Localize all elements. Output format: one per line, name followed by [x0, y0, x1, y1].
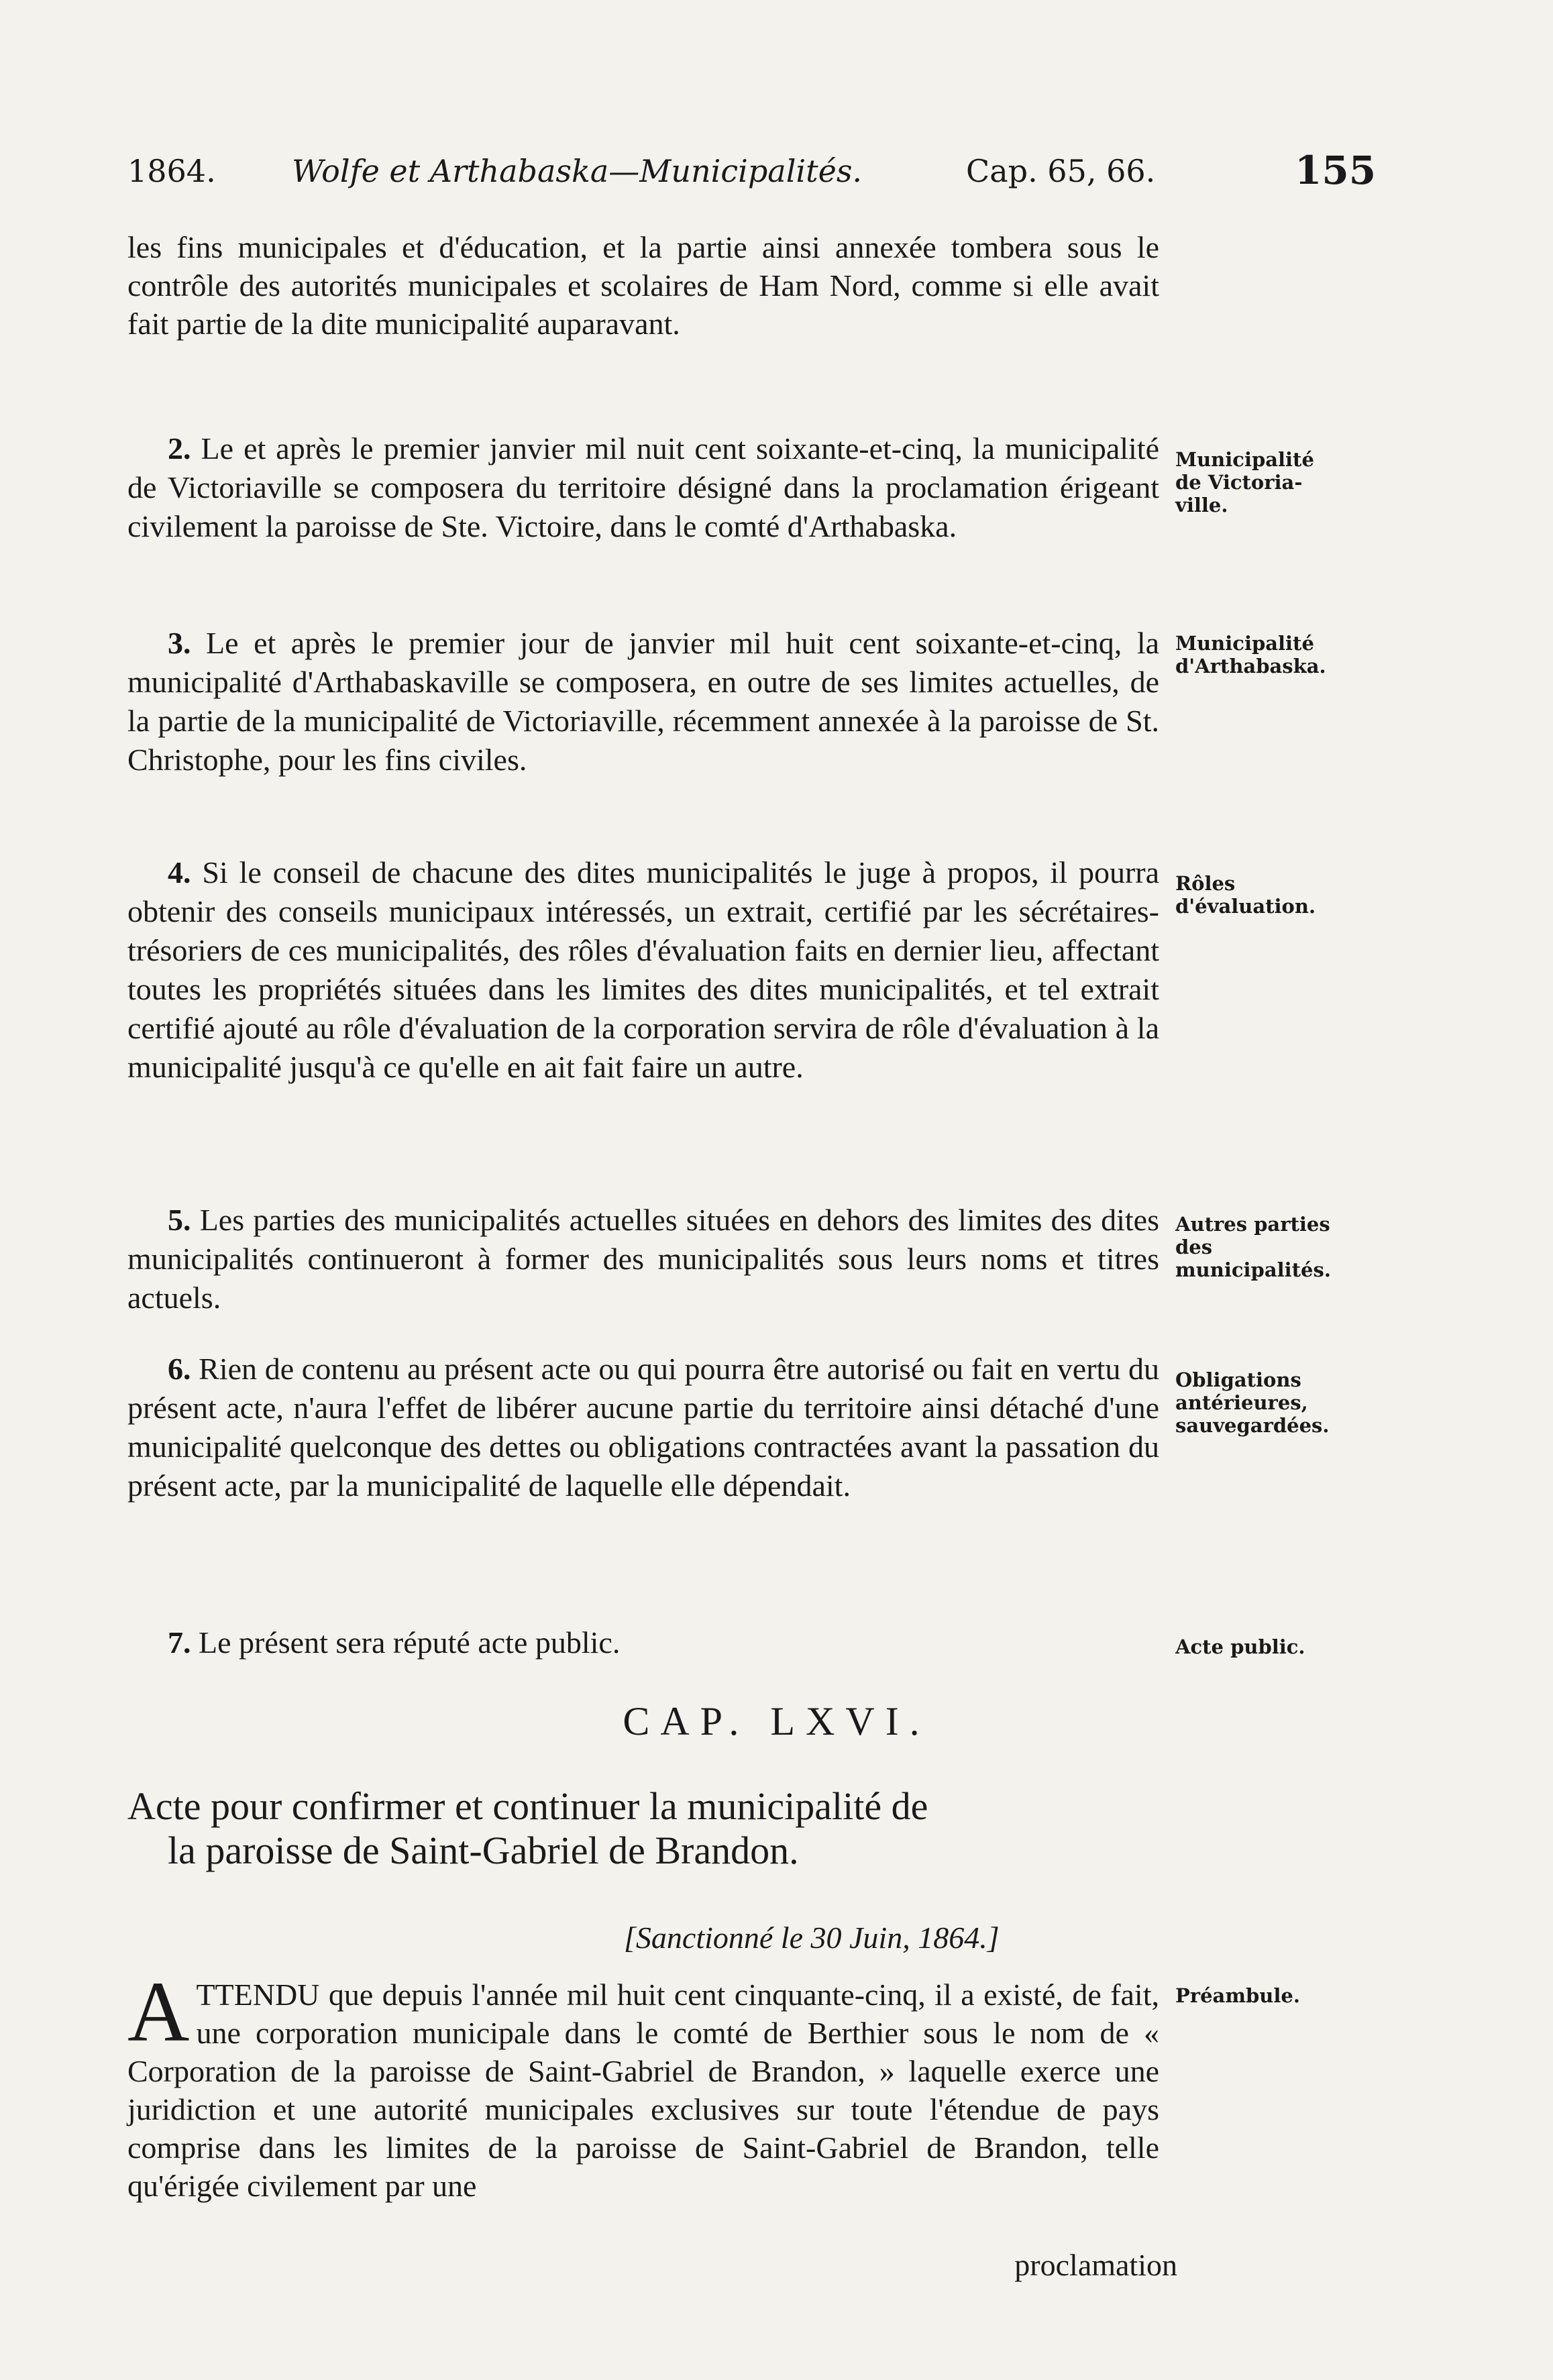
- margin-note-6: Obligations antérieures, sauvegardées.: [1175, 1368, 1330, 1437]
- intro-text: les fins municipales et d'éducation, et la partie ainsi annexée tombera sous le contrôle des autorités municipales et scolaires de Ham Nord, comme si elle avait fait partie de la dite municipalité auparavant.: [127, 230, 1159, 341]
- section-number: 7.: [168, 1625, 191, 1660]
- preamble: [127, 1964, 1159, 2205]
- section-4: [127, 853, 1159, 1087]
- section-5: [127, 1201, 1159, 1317]
- header-chapter: Cap. 65, 66.: [966, 153, 1156, 189]
- section-number: 4.: [168, 855, 191, 889]
- act-title: [127, 1784, 1159, 1873]
- drop-cap: A: [127, 1964, 190, 2059]
- margin-note-3: Municipalité d'Arthabaska.: [1175, 632, 1326, 678]
- header-title: Wolfe et Arthabaska—Municipalités.: [292, 153, 863, 189]
- section-text: Le et après le premier janvier mil nuit cent soixante-et-cinq, la municipalité de Victoriaville se composera du territoire désigné dans la proclamation érigeant civilement la paroisse de Ste. Victoire, dans le comté d'Arthabaska.: [127, 431, 1159, 543]
- preamble-text: TTENDU que depuis l'année mil huit cent cinquante-cinq, il a existé, de fait, une corporation municipale dans le comté de Berthier sous le nom de « Corporation de la paroisse de Saint-Gabriel de Brandon, » laquelle exerce une juridiction et une autorité municipales exclusives sur toute l'étendue de pays comprise dans les limites de la paroisse de Saint-Gabriel de Brandon, telle qu'érigée civilement par une: [127, 1978, 1159, 2203]
- section-number: 3.: [168, 626, 191, 660]
- section-6: [127, 1350, 1159, 1505]
- section-number: 2.: [168, 431, 191, 466]
- section-text: Si le conseil de chacune des dites municipalités le juge à propos, il pourra obtenir des conseils municipaux intéressés, un extrait, certifié par les sécrétaires-trésoriers de ces municipalités, des rôles d'évaluation faits en dernier lieu, affectant toutes les propriétés situées dans les limites des dites municipalités, et tel extrait certifié ajouté au rôle d'évaluation de la corporation servira de rôle d'évaluation à la municipalité jusqu'à ce qu'elle en ait fait faire un autre.: [127, 855, 1159, 1084]
- margin-note-7: Acte public.: [1175, 1635, 1305, 1658]
- page-number: 155: [1295, 148, 1377, 193]
- margin-note-preamble: Préambule.: [1175, 1984, 1300, 2007]
- section-text: Les parties des municipalités actuelles situées en dehors des limites des dites municipalités continueront à former des municipalités sous leurs noms et titres actuels.: [127, 1203, 1159, 1315]
- section-number: 6.: [168, 1352, 191, 1386]
- section-text: Rien de contenu au présent acte ou qui pourra être autorisé ou fait en vertu du présent acte, n'aura l'effet de libérer aucune partie du territoire ainsi détaché d'une municipalité quelconque des dettes ou obligations contractées avant la passation du présent acte, par la municipalité de laquelle elle dépendait.: [127, 1352, 1159, 1503]
- sanction-date: [624, 1920, 1000, 1955]
- header-year: 1864.: [127, 153, 216, 189]
- section-2: [127, 429, 1159, 546]
- section-3: [127, 624, 1159, 779]
- running-header: [127, 148, 1377, 200]
- section-text: Le et après le premier jour de janvier mil huit cent soixante-et-cinq, la municipalité d'Arthabaskaville se composera, en outre de ses limites actuelles, de la partie de la municipalité de Victoriaville, récemment annexée à la paroisse de St. Christophe, pour les fins civiles.: [127, 626, 1160, 777]
- section-text: Le présent sera réputé acte public.: [199, 1625, 621, 1660]
- sanction-text: [Sanctionné le 30 Juin, 1864.]: [624, 1921, 1000, 1955]
- section-7: [127, 1623, 1159, 1662]
- margin-note-2: Municipalité de Victoria-ville.: [1175, 448, 1314, 517]
- chapter-heading: CAP. LXVI.: [623, 1699, 930, 1743]
- margin-note-5: Autres parties des municipalités.: [1175, 1213, 1331, 1281]
- act-title-line-2: la paroisse de Saint-Gabriel de Brandon.: [168, 1829, 799, 1872]
- margin-note-4: Rôles d'évaluation.: [1175, 872, 1316, 918]
- catchword: proclamation: [1014, 2248, 1177, 2282]
- intro-paragraph: [127, 228, 1159, 343]
- section-number: 5.: [168, 1203, 191, 1237]
- act-title-line-1: Acte pour confirmer et continuer la municipalité de: [127, 1784, 928, 1828]
